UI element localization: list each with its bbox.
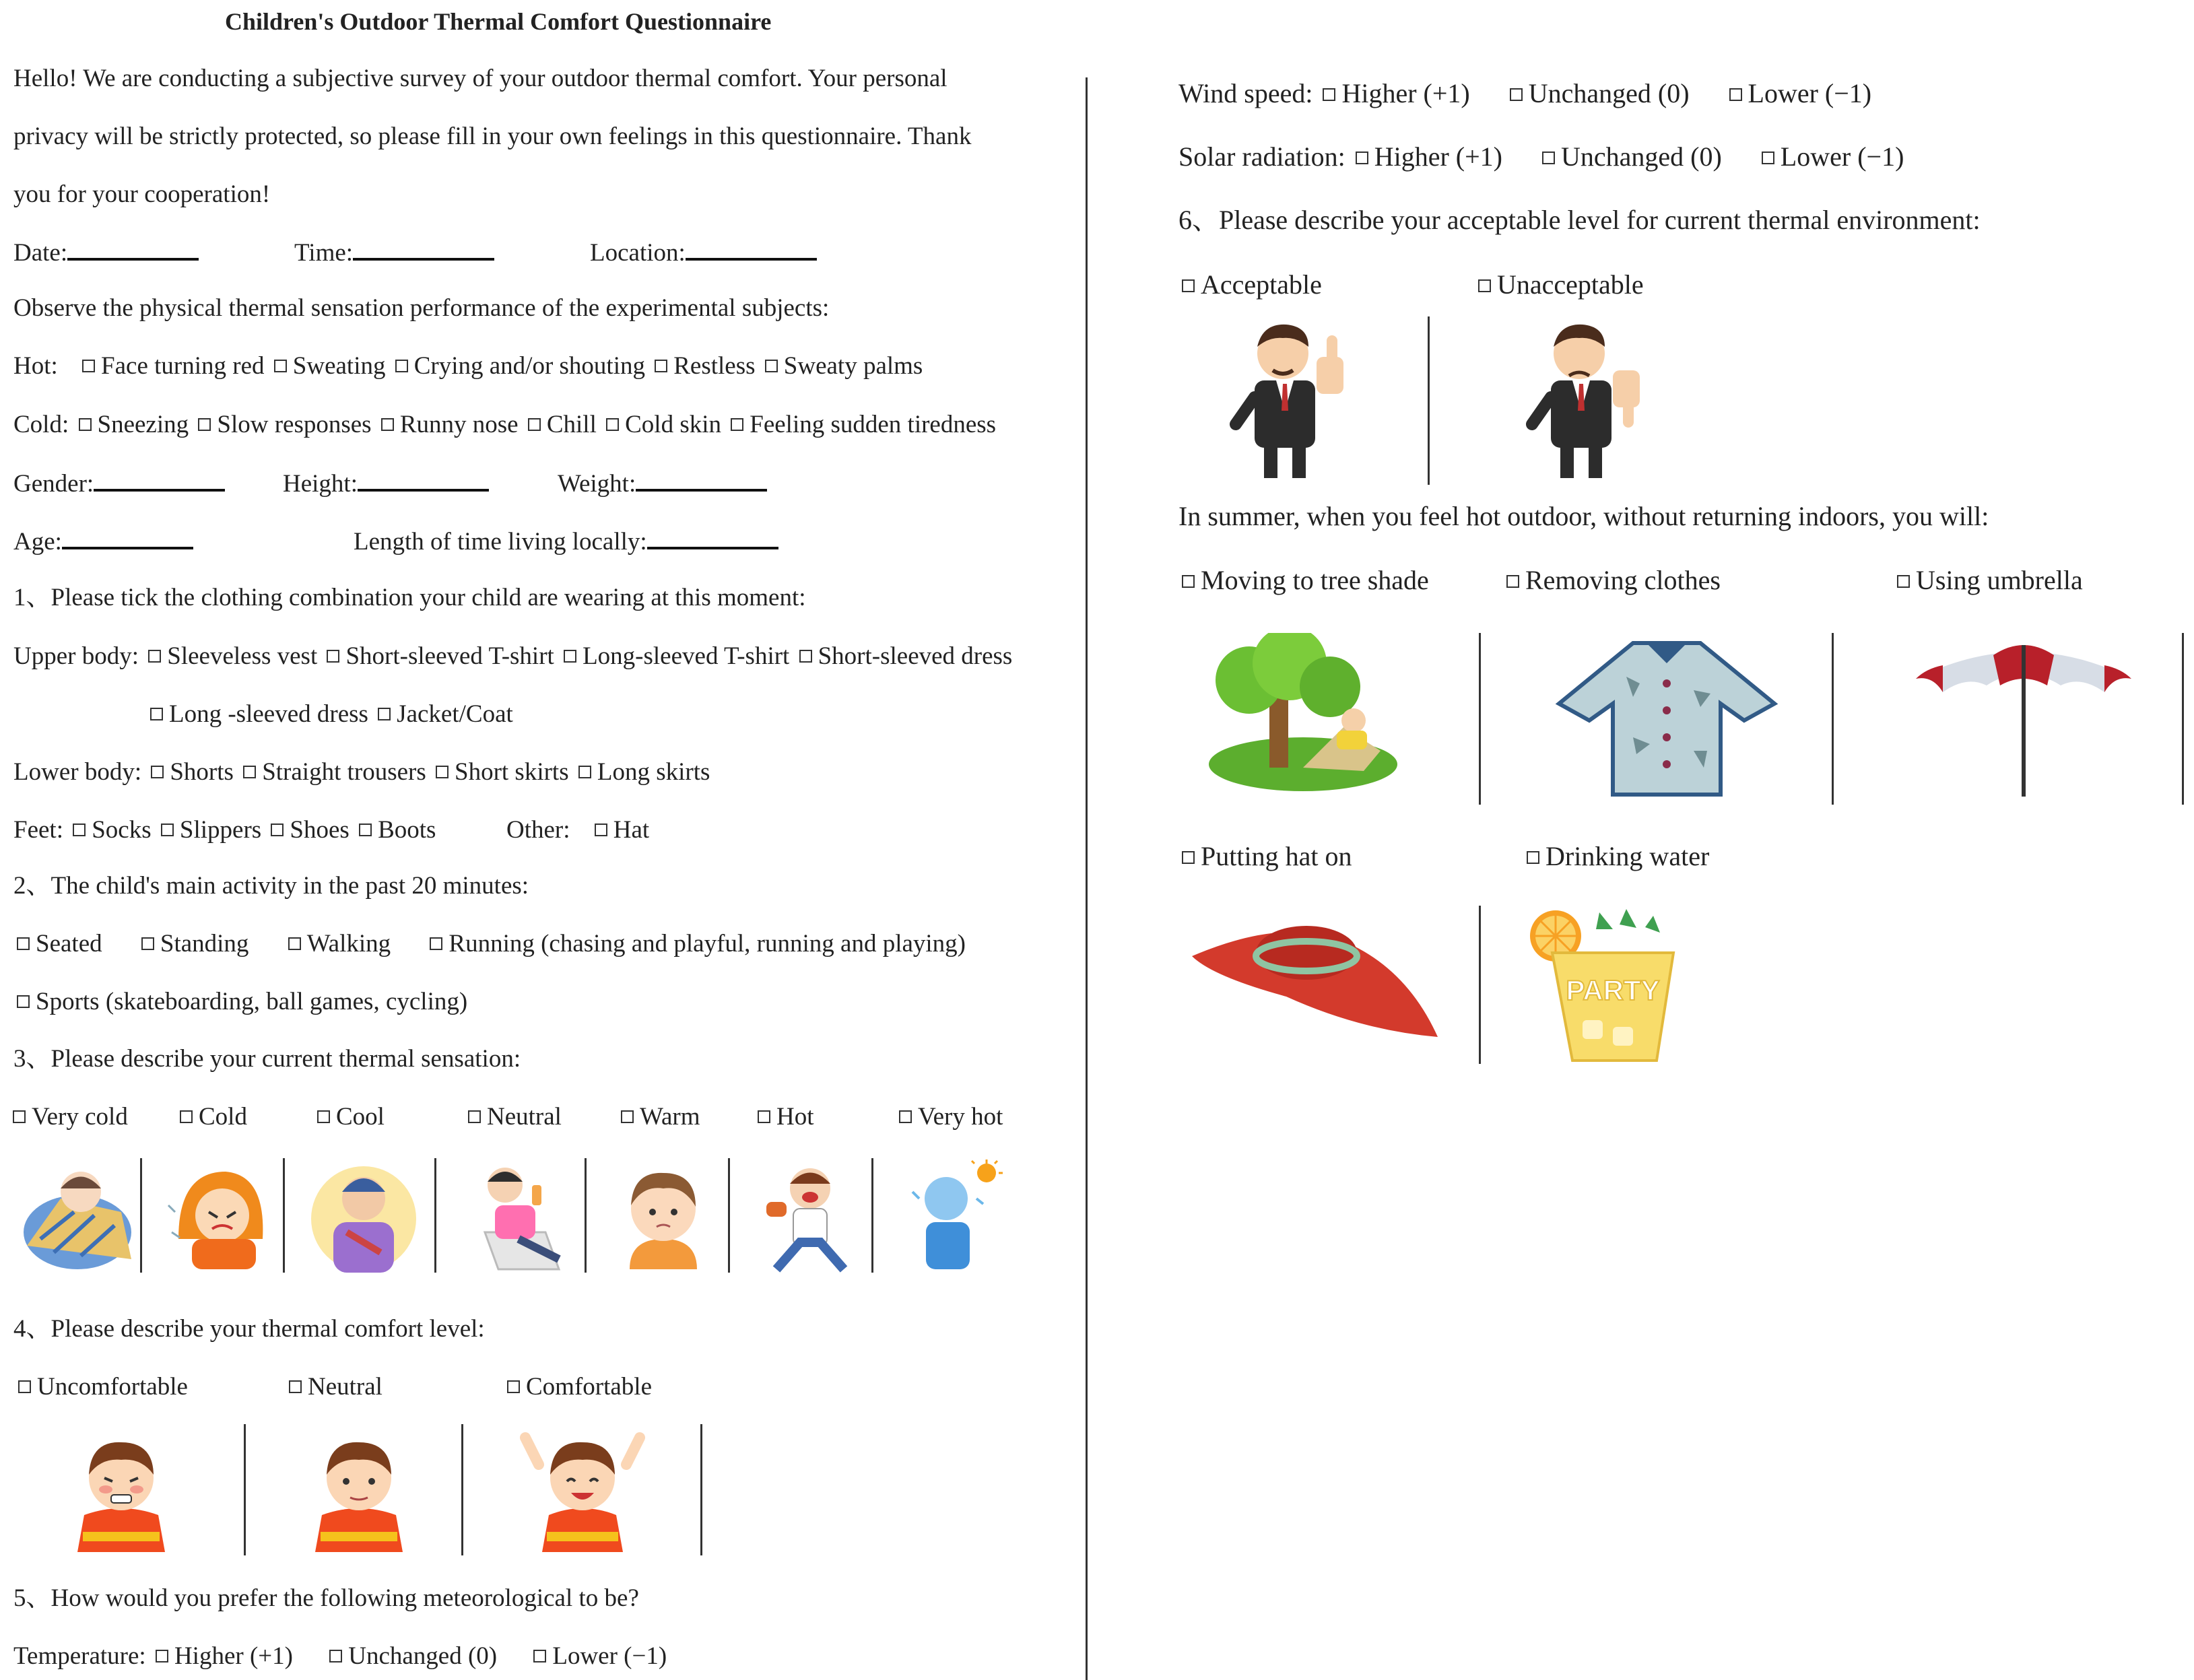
checkbox[interactable] [578,766,591,778]
option-label: Unchanged (0) [1561,141,1722,172]
option-label: Lower (−1) [552,1642,667,1670]
checkbox[interactable] [1182,851,1195,864]
option-label: Long -sleeved dress [169,700,368,728]
checkbox[interactable] [468,1110,481,1123]
sensation-opt-1[interactable] [176,1102,247,1132]
intro-line-3: you for your cooperation! [13,180,271,208]
option-label: Long skirts [597,758,710,786]
checkbox[interactable] [13,1110,26,1123]
option-label: Straight trousers [262,758,426,786]
option-label: Cold skin [625,411,721,438]
gender-label: Gender: [13,470,94,498]
option-label: Cool [336,1103,385,1131]
checkbox[interactable] [359,824,372,836]
question-4: 4、Please describe your thermal comfort level: [13,1315,485,1343]
checkbox[interactable] [161,824,174,836]
option-label: Boots [378,816,436,844]
hat-option[interactable] [1178,842,1352,871]
option-label: Hat [613,816,650,844]
checkbox[interactable] [430,937,442,950]
checkbox[interactable] [765,360,778,372]
age-blank[interactable] [62,527,193,549]
checkbox[interactable] [621,1110,634,1123]
checkbox[interactable] [378,708,391,720]
checkbox[interactable] [1356,152,1368,164]
checkbox[interactable] [329,1650,342,1662]
checkbox[interactable] [1478,279,1491,292]
comfort-opt-1[interactable] [286,1372,383,1402]
temperature-label: Temperature: [13,1642,146,1670]
checkbox[interactable] [595,824,607,836]
comfort-opt-2[interactable] [504,1372,652,1402]
weight-field[interactable] [558,469,767,499]
option-label: Unchanged (0) [1528,78,1690,108]
option-label: Sleeveless vest [167,642,318,670]
checkbox[interactable] [327,650,339,663]
checkbox[interactable] [17,995,30,1008]
option-label: Shoes [290,816,350,844]
feet-row [13,815,436,845]
checkbox[interactable] [243,766,256,778]
checkbox[interactable] [141,937,154,950]
checkbox[interactable] [1506,575,1519,588]
time-label: Time: [294,239,354,267]
comfort-opt-0[interactable] [15,1372,188,1402]
checkbox[interactable] [1729,88,1742,101]
checkbox[interactable] [79,418,92,431]
acceptable-option[interactable] [1178,270,1322,300]
checkbox[interactable] [1762,152,1774,164]
option-label: Sneezing [97,411,189,438]
checkbox[interactable] [606,418,619,431]
thumbs-up-man-illustration [1222,316,1364,485]
option-label: Unchanged (0) [348,1642,498,1670]
sensation-opt-0[interactable] [9,1102,128,1132]
checkbox[interactable] [533,1650,546,1662]
divider [244,1424,246,1555]
hot-illustration [753,1158,861,1273]
summer-question: In summer, when you feel hot outdoor, without returning indoors, you will: [1178,501,1989,531]
warm-illustration [609,1158,717,1273]
checkbox[interactable] [17,937,30,950]
checkbox[interactable] [1527,851,1539,864]
checkbox[interactable] [151,766,164,778]
option-label: Crying and/or shouting [413,352,645,380]
weight-label: Weight: [558,470,636,498]
comfortable-boy-illustration [512,1424,653,1552]
divider [283,1158,285,1273]
length-label: Length of time living locally: [354,528,647,556]
checkbox[interactable] [150,708,163,720]
question-5: 5、How would you prefer the following meteorological to be? [13,1584,639,1612]
option-label: Cold [199,1103,247,1131]
checkbox[interactable] [1323,88,1335,101]
location-field[interactable] [590,238,817,268]
solar-radiation-row [1178,142,1904,172]
option-label: Removing clothes [1525,565,1721,595]
question-1: 1、Please tick the clothing combination your child are wearing at this moment: [13,584,806,611]
checkbox[interactable] [274,360,287,372]
wind-speed-row [1178,79,1871,108]
checkbox[interactable] [1182,575,1195,588]
divider [1832,633,1834,805]
lower-body-label: Lower body: [13,758,142,786]
length-blank[interactable] [647,527,778,549]
option-label: Short-sleeved dress [818,642,1013,670]
option-label: Higher (+1) [1374,141,1502,172]
option-label: Moving to tree shade [1201,565,1429,595]
height-blank[interactable] [358,469,489,492]
option-label: Chill [546,411,597,438]
drinking-water-option[interactable] [1523,842,1709,871]
checkbox[interactable] [1542,152,1555,164]
date-blank[interactable] [67,238,199,261]
age-field[interactable] [13,527,193,557]
hot-label: Hot: [13,352,58,380]
option-label: Comfortable [526,1373,653,1401]
feet-label: Feet: [13,816,63,844]
checkbox[interactable] [82,360,95,372]
checkbox[interactable] [73,824,86,836]
divider [871,1158,873,1273]
question-6: 6、Please describe your acceptable level for current thermal environment: [1178,205,1981,235]
cool-illustration [306,1158,421,1273]
option-label: Lower (−1) [1748,78,1872,108]
checkbox[interactable] [18,1380,31,1393]
red-hat-illustration [1185,916,1441,1050]
temperature-row [13,1642,667,1671]
checkbox[interactable] [288,937,301,950]
divider [1479,906,1481,1064]
cold-illustration [165,1158,273,1273]
time-blank[interactable] [353,238,494,261]
divider [434,1158,436,1273]
checkbox[interactable] [1897,575,1910,588]
date-field[interactable] [13,238,199,268]
checkbox[interactable] [899,1110,912,1123]
divider [1428,316,1430,485]
divider [585,1158,587,1273]
gender-field[interactable] [13,469,225,499]
checkbox[interactable] [1182,279,1195,292]
weight-blank[interactable] [636,469,767,492]
option-label: Slow responses [217,411,372,438]
option-label: Neutral [308,1373,383,1401]
very-cold-illustration [13,1158,135,1273]
shirt-illustration [1552,636,1781,798]
option-label: Sports (skateboarding, ball games, cycling) [36,988,468,1015]
checkbox[interactable] [758,1110,770,1123]
page-title: Children's Outdoor Thermal Comfort Questionnaire [225,8,772,35]
location-blank[interactable] [686,238,817,261]
unacceptable-option[interactable] [1475,270,1644,300]
checkbox[interactable] [528,418,541,431]
neutral-boy-illustration [302,1427,416,1552]
divider [2182,633,2184,805]
umbrella-illustration [1913,638,2135,800]
divider [140,1158,142,1273]
column-divider [1086,77,1088,1680]
option-label: Warm [640,1103,700,1131]
option-label: Higher (+1) [1341,78,1470,108]
thumbs-down-man-illustration [1519,316,1660,485]
option-label: Feeling sudden tiredness [750,411,997,438]
checkbox[interactable] [317,1110,330,1123]
lower-body-row [13,758,710,787]
option-label: Very hot [918,1103,1003,1131]
option-label: Face turning red [101,352,265,380]
tree-shade-illustration [1202,633,1404,795]
cold-row [13,410,996,440]
sensation-opt-3[interactable] [465,1102,562,1132]
option-label: Standing [160,930,249,957]
question-3: 3、Please describe your current thermal sensation: [13,1045,521,1073]
intro-line-2: privacy will be strictly protected, so please fill in your own feelings in this questionnaire. Thank [13,123,972,150]
age-label: Age: [13,528,62,556]
option-label: Restless [673,352,756,380]
activity-row-2 [13,987,467,1017]
observe-label: Observe the physical thermal sensation performance of the experimental subjects: [13,294,830,322]
option-label: Acceptable [1201,269,1322,300]
removing-clothes-option[interactable] [1503,566,1721,595]
option-label: Very cold [32,1103,128,1131]
checkbox[interactable] [156,1650,168,1662]
option-label: Unacceptable [1497,269,1644,300]
checkbox[interactable] [180,1110,193,1123]
option-label: Higher (+1) [174,1642,293,1670]
intro-line-1: Hello! We are conducting a subjective survey of your outdoor thermal comfort. Your personal [13,65,948,92]
very-hot-illustration [899,1158,1007,1273]
sensation-opt-2[interactable] [314,1102,385,1132]
activity-row [13,929,966,959]
uncomfortable-boy-illustration [64,1427,178,1552]
sensation-opt-5[interactable] [754,1102,814,1132]
divider [700,1424,702,1555]
option-label: Using umbrella [1916,565,2083,595]
option-label: Seated [36,930,102,957]
option-label: Hot [776,1103,814,1131]
option-label: Socks [92,816,152,844]
option-label: Neutral [487,1103,562,1131]
option-label: Short skirts [455,758,569,786]
option-label: Lower (−1) [1780,141,1904,172]
umbrella-option[interactable] [1894,566,2083,595]
checkbox[interactable] [289,1380,302,1393]
location-label: Location: [590,239,686,267]
wind-speed-label: Wind speed: [1178,78,1313,108]
checkbox[interactable] [198,418,211,431]
option-label: Walking [306,930,391,957]
divider [1479,633,1481,805]
checkbox[interactable] [731,418,743,431]
option-label: Putting hat on [1201,841,1352,871]
option-label: Jacket/Coat [397,700,513,728]
divider [461,1424,463,1555]
checkbox[interactable] [271,824,284,836]
option-label: Runny nose [399,411,519,438]
solar-radiation-label: Solar radiation: [1178,141,1345,172]
checkbox[interactable] [395,360,408,372]
height-field[interactable] [283,469,489,499]
hot-row [13,351,923,381]
option-label: Uncomfortable [37,1373,188,1401]
tree-shade-option[interactable] [1178,566,1429,595]
upper-body-row-2 [147,700,513,729]
date-label: Date: [13,239,68,267]
option-label: Running (chasing and playful, running and playing) [448,930,966,957]
gender-blank[interactable] [94,469,225,492]
length-field[interactable] [354,527,778,557]
checkbox[interactable] [436,766,448,778]
checkbox[interactable] [799,650,812,663]
checkbox[interactable] [381,418,394,431]
option-label: Slippers [179,816,262,844]
lemonade-illustration [1519,906,1700,1067]
checkbox[interactable] [148,650,161,663]
option-label: Drinking water [1545,841,1710,871]
option-label: Shorts [170,758,234,786]
option-label: Sweaty palms [783,352,923,380]
upper-body-label: Upper body: [13,642,139,670]
divider [728,1158,730,1273]
party-label: PARTY [1566,974,1660,1006]
neutral-illustration [458,1158,572,1273]
time-field[interactable] [294,238,494,268]
sensation-opt-6[interactable] [896,1102,1003,1132]
upper-body-row [13,642,1012,671]
height-label: Height: [283,470,358,498]
sensation-opt-4[interactable] [618,1102,700,1132]
checkbox[interactable] [564,650,576,663]
question-2: 2、The child's main activity in the past 20 minutes: [13,872,529,900]
checkbox[interactable] [1510,88,1523,101]
cold-label: Cold: [13,411,69,438]
option-label: Short-sleeved T-shirt [345,642,554,670]
option-label: Long-sleeved T-shirt [583,642,790,670]
other-row [506,815,649,845]
option-label: Sweating [292,352,386,380]
checkbox[interactable] [507,1380,520,1393]
other-label: Other: [506,816,570,844]
checkbox[interactable] [655,360,667,372]
